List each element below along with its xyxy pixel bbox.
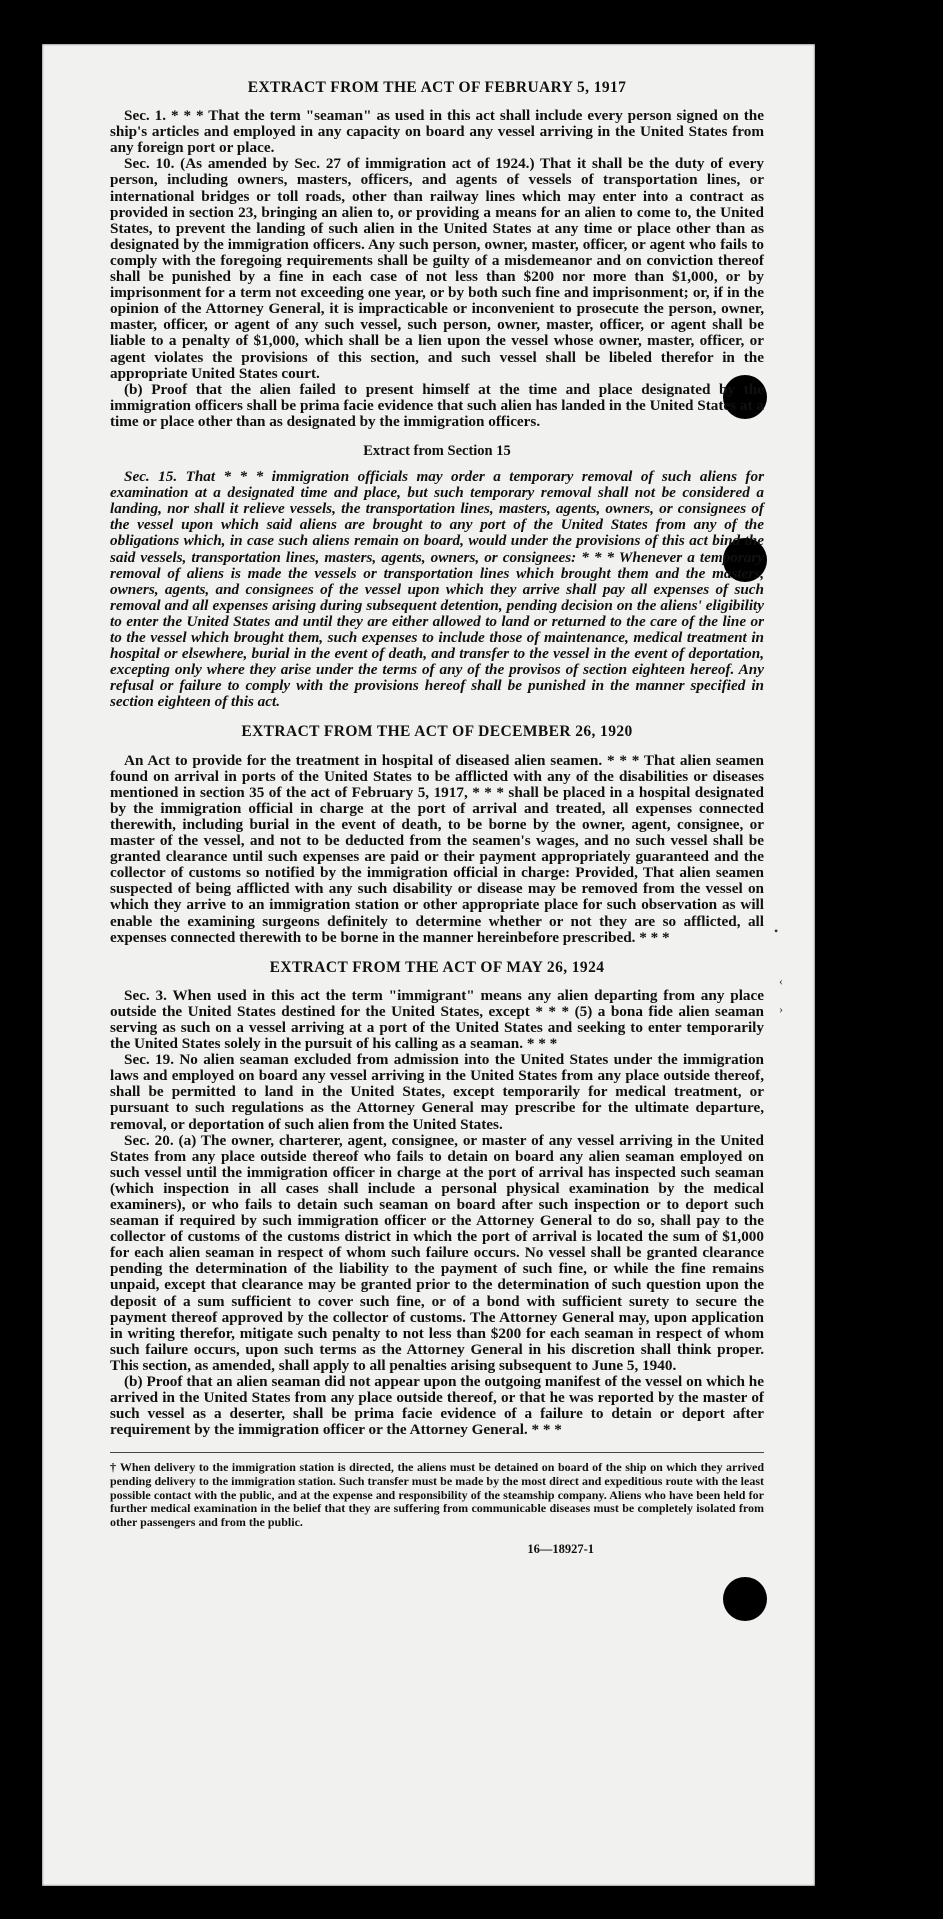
section-heading-1924: EXTRACT FROM THE ACT OF MAY 26, 1924 [269,958,605,976]
form-number: 16—18927-1 [527,1542,594,1557]
section-heading-1917: EXTRACT FROM THE ACT OF FEBRUARY 5, 1917 [247,79,627,96]
margin-mark: › [779,1002,783,1016]
paragraph-sec-10b: (b) Proof that the alien failed to present himself at the time and place designated by the immigration officers shall be prima facie evidence that such alien has landed in the United States at a time or place other than as designated by the immigration officers. [110,380,764,430]
paragraph-sec-20a: Sec. 20. (a) The owner, charterer, agent, consignee, or master of any vessel arriving in the United States from any place outside thereof who fails to detain on board any alien seaman employed on such vessel until the immigration officer in charge at the port of arrival has inspected such seaman (which inspection in all cases shall include a personal physical examination by the medical examiners), or who fails to detain such seaman on board after such inspection or to deport such seaman if required by such immigration officer or the Attorney General to do so, shall pay to the collector of customs of the customs district in which the port of arrival is located the sum of $1,000 for each alien seaman in respect of whom such failure occurs. No vessel shall be granted clearance pending the determination of the liability to the payment of such fine, or while the fine remains unpaid, except that clearance may be granted prior to the determination of such question upon the deposit of a sum sufficient to cover such fine, or of a bond with sufficient surety to secure the payment thereof approved by the collector of customs. The Attorney General may, upon application in writing therefor, mitigate such penalty to not less than $200 for each seaman in respect of whom such failure occurs, upon such terms as the Attorney General in his discretion shall think proper. This section, as amended, shall apply to all penalties arising subsequent to June 5, 1940. [110,1131,764,1374]
document-body [110,80,764,1557]
paragraph-sec-3: Sec. 3. When used in this act the term "immigrant" means any alien departing from any place outside the United States destined for the United States, except * * * (5) a bona fide alien seaman serving as such on a vessel arriving at a port of the United States and seeking to enter temporarily the United States solely in the pursuit of his calling as a seaman. * * * [110,986,764,1053]
document-page [42,44,815,1886]
margin-mark: • [774,924,779,938]
paragraph-sec-1: Sec. 1. * * * That the term "seaman" as used in this act shall include every person signed on the ship's articles and employed in any capacity on board any vessel arriving in the United States from any foreign port or place. [110,107,764,157]
paragraph-sec-19: Sec. 19. No alien seaman excluded from admission into the United States under the immigration laws and employed on board any vessel arriving in the United States from any place outside thereof, shall be permitted to land in the United States, except temporarily for medical treatment, or pursuant to such regulations as the Attorney General may prescribe for the ultimate departure, removal, or deportation of such alien from the United States. [110,1051,764,1133]
paragraph-sec-10: Sec. 10. (As amended by Sec. 27 of immigration act of 1924.) That it shall be the duty of every person, including owners, masters, officers, and agents of vessels of transportation lines, or international bridges or toll roads, other than railway lines which may enter into a contract as provided in section 23, bringing an alien to, or providing a means for an alien to come to, the United States, to prevent the landing of such alien in the United States at any time or place other than as designated by the immigration officers. Any such person, owner, master, officer, or agent who fails to comply with the foregoing requirements shall be guilty of a misdemeanor and on conviction thereof shall be punished by a fine in each case of not less than $200 nor more than $1,000, or by imprisonment for a term not exceeding one year, or by both such fine and imprisonment; or, if in the opinion of the Attorney General, it is impracticable or inconvenient to prosecute the person, owner, master, officer, or agent of any such vessel, such person, owner, master, officer, or agent shall be liable to a penalty of $1,000, which shall be a lien upon the vessel whose owner, master, officer, or agent violates the provisions of this section, and such vessel shall be libeled therefor in the appropriate United States court. [110,155,764,382]
footnote: † When delivery to the immigration station is directed, the aliens must be detained on board of the ship on which they arrived pending delivery to the immigration station. Such transfer must be made by the most direct and expeditious route with the least possible contact with the public, and at the expense and responsibility of the steamship company. Aliens who have been held for further medical examination in the belief that they are suffering from communicable diseases must be completely isolated from other passengers and from the public. [110,1452,764,1529]
margin-mark: ‹ [779,974,783,988]
section-heading-1920: EXTRACT FROM THE ACT OF DECEMBER 26, 1920 [241,723,633,741]
paragraph-act-1920: An Act to provide for the treatment in hospital of diseased alien seamen. * * * That alien seamen found on arrival in ports of the United States to be afflicted with any of the disabilities or diseases mentioned in section 35 of the act of February 5, 1917, * * * shall be placed in a hospital designated by the immigration official in charge at the port of arrival and treated, all expenses connected therewith, including burial in the event of death, to be borne by the owner, agent, consignee, or master of the vessel, and not to be deducted from the seamen's wages, and no such vessel shall be granted clearance until such expenses are paid or their payment appropriately guaranteed and the collector of customs so notified by the immigration official in charge: Provided, That alien seamen suspected of being afflicted with any such disability or disease may be removed from the vessel on which they arrive to an immigration station or other appropriate place for such observation as will enable the examining surgeons definitely to determine whether or not they are so afflicted, all expenses connected therewith to be borne in the manner hereinbefore prescribed. * * * [110,751,764,946]
paragraph-sec-20b: (b) Proof that an alien seaman did not appear upon the outgoing manifest of the vessel on which he arrived in the United States from any place outside thereof, or that he was reported by the master of such vessel as a deserter, shall be prima facie evidence of a failure to detain or deport after requirement by the immigration officer or the Attorney General. * * * [110,1373,764,1439]
punch-hole-bottom [723,1577,767,1621]
section-heading-sec-15: Extract from Section 15 [363,442,511,459]
paragraph-sec-15: Sec. 15. That * * * immigration officials may order a temporary removal of such aliens for examination at a designated time and place, but such temporary removal shall not be considered a landing, nor shall it relieve vessels, the transportation lines, masters, agents, owners, or consignees of the vessel upon which said aliens are brought to any port of the United States from any of the obligations which, in case such aliens remain on board, would under the provisions of this act bind the said vessels, transportation lines, masters, agents, owners, or consignees: * * * Whenever a temporary removal of aliens is made the vessels or transportation lines which brought them and the masters, owners, agents, and consignees of the vessel upon which they arrive shall pay all expenses of such removal and all expenses arising during subsequent detention, pending decision on the aliens' eligibility to enter the United States and until they are either allowed to land or returned to the care of the line or to the vessel which brought them, such expenses to include those of maintenance, medical treatment in hospital or elsewhere, burial in the event of death, and transfer to the vessel in the event of deportation, excepting only where they arise under the terms of any of the provisos of section eighteen hereof. Any refusal or failure to comply with the provisions hereof shall be punished in the manner specified in section eighteen of this act. [110,468,764,711]
